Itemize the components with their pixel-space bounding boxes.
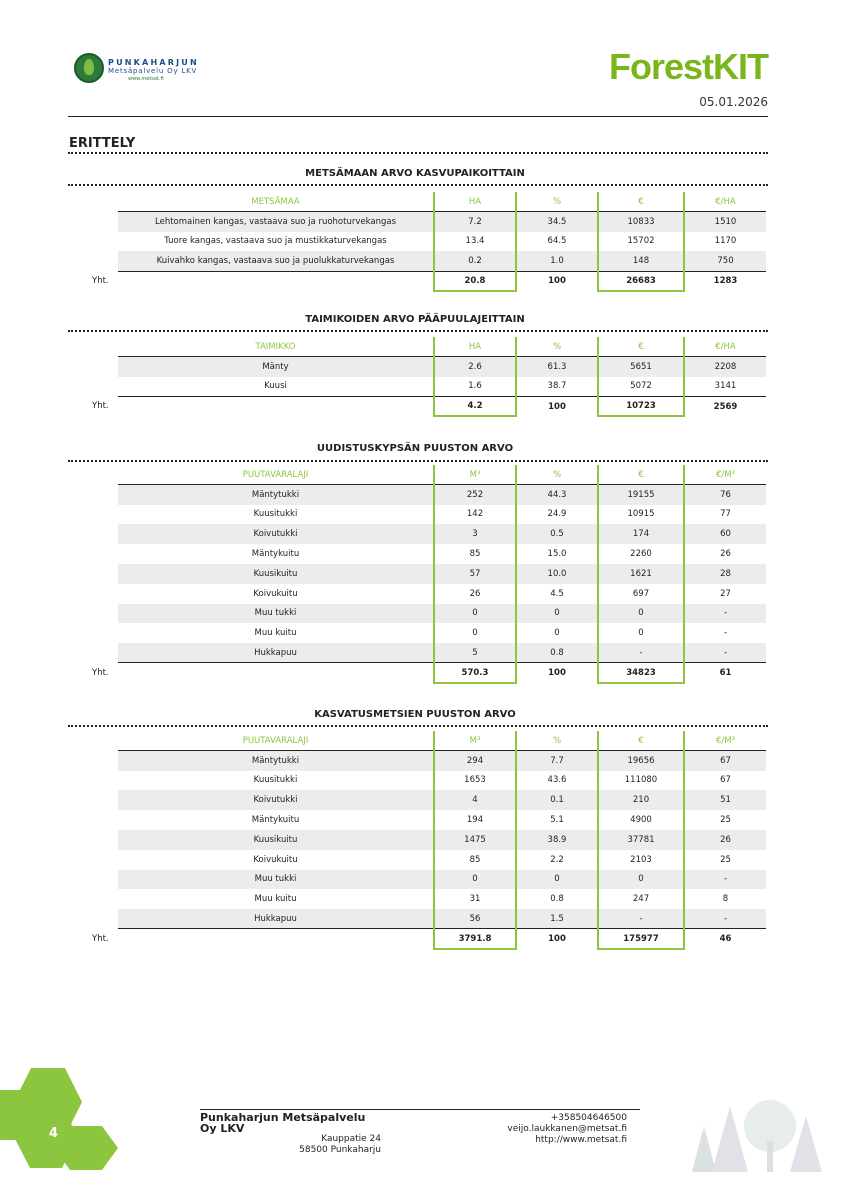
- section-divider: [68, 184, 768, 186]
- table-row: [118, 357, 766, 377]
- table-cell: 0.8: [550, 894, 564, 905]
- table-row: [118, 830, 766, 850]
- table-cell: 0.2: [434, 251, 516, 271]
- table-cell: 0: [516, 604, 598, 624]
- total-cell: 4.2: [434, 396, 516, 416]
- table-cell: 13.4: [434, 232, 516, 252]
- table-cell: Mäntykuitu: [251, 549, 300, 560]
- table-cell: 2.6: [434, 357, 516, 377]
- footer-email[interactable]: veijo.laukkanen@metsat.fi: [507, 1124, 627, 1134]
- table-cell: 10.0: [516, 564, 598, 584]
- table-row: [118, 544, 766, 564]
- table-cell: 76: [684, 485, 766, 505]
- table-cell: 61.3: [516, 357, 598, 377]
- table-cell: 5072: [598, 377, 684, 397]
- table-row: [118, 889, 766, 909]
- column-header: M³: [434, 465, 516, 485]
- table-cell: 2103: [598, 850, 684, 870]
- table-cell: 0: [434, 870, 516, 890]
- total-cell: 10723: [598, 396, 684, 416]
- table-cell: 3: [434, 524, 516, 544]
- table-row: [118, 623, 766, 643]
- total-cell: 46: [719, 934, 732, 945]
- footer-street: Kauppatie 24: [321, 1134, 381, 1144]
- table-cell: 8: [722, 894, 729, 905]
- table-cell: 294: [434, 751, 516, 771]
- table-cell: -: [598, 909, 684, 929]
- total-cell: 100: [548, 934, 566, 945]
- section-title: TAIMIKOIDEN ARVO PÄÄPUULAJEITTAIN: [305, 314, 525, 325]
- total-cell: 20.8: [434, 271, 516, 291]
- table-cell: 38.7: [516, 377, 598, 397]
- table-row: [118, 232, 766, 252]
- table-cell: 37781: [598, 830, 684, 850]
- table-cell: 34.5: [516, 212, 598, 232]
- table-cell: 85: [434, 850, 516, 870]
- table-cell: 0.5: [516, 524, 598, 544]
- table-cell: 4: [434, 790, 516, 810]
- section-divider: [68, 725, 768, 727]
- table-cell: 19155: [598, 485, 684, 505]
- table-cell: 67: [684, 751, 766, 771]
- table-cell: 67: [720, 775, 731, 786]
- table-cell: Muu kuitu: [254, 628, 297, 639]
- column-header: M³: [434, 731, 516, 751]
- table-cell: 1475: [434, 830, 516, 850]
- table-cell: Mäntytukki: [118, 485, 434, 505]
- table-cell: Mäntytukki: [118, 751, 434, 771]
- table-cell: 1621: [598, 564, 684, 584]
- table-row: [118, 251, 766, 271]
- total-cell: 175977: [598, 929, 684, 949]
- table-cell: 10833: [598, 212, 684, 232]
- column-header: %: [516, 337, 598, 357]
- table-cell: 77: [720, 509, 731, 520]
- table-cell: 1.0: [516, 251, 598, 271]
- title-divider: [68, 152, 768, 154]
- table-cell: 4.5: [550, 588, 564, 599]
- table-cell: Kuusitukki: [253, 775, 298, 786]
- table-cell: 15702: [598, 232, 684, 252]
- total-cell: 570.3: [434, 663, 516, 683]
- table-cell: 174: [598, 524, 684, 544]
- table-cell: 44.3: [516, 485, 598, 505]
- table-cell: 7.7: [516, 751, 598, 771]
- total-cell: 34823: [598, 663, 684, 683]
- section-divider: [68, 330, 768, 332]
- table-cell: 2208: [684, 357, 766, 377]
- total-row: [118, 929, 766, 949]
- table-cell: 210: [598, 790, 684, 810]
- table-cell: 142: [434, 505, 516, 525]
- table-cell: 85: [434, 544, 516, 564]
- table-header-row: [118, 192, 766, 212]
- page-title: ERITTELY: [69, 136, 136, 151]
- total-cell: 100: [548, 401, 566, 412]
- total-label: Yht.: [92, 276, 109, 287]
- column-header: €/HA: [684, 192, 766, 212]
- table-cell: Mänty: [118, 357, 434, 377]
- table-row: [118, 810, 766, 830]
- total-label: Yht.: [92, 934, 109, 944]
- logo-name: PUNKAHARJUN: [108, 58, 199, 67]
- table-cell: 5: [434, 643, 516, 663]
- table-cell: Koivutukki: [118, 524, 434, 544]
- table-cell: Kuusikuitu: [118, 830, 434, 850]
- table-row: [118, 485, 766, 505]
- table-row: [118, 505, 766, 525]
- forest-watermark-icon: [672, 1086, 832, 1172]
- table-cell: 25: [720, 815, 731, 826]
- table-row: [118, 604, 766, 624]
- table-cell: 697: [598, 584, 684, 604]
- table-row: [118, 377, 766, 397]
- table-cell: 2260: [598, 544, 684, 564]
- table-row: [118, 870, 766, 890]
- footer-divider: [200, 1109, 640, 1110]
- table-cell: 10915: [598, 505, 684, 525]
- column-header: €: [598, 465, 684, 485]
- logo-url: www.metsat.fi: [128, 76, 164, 82]
- table-cell: 0.1: [516, 790, 598, 810]
- total-cell: [118, 271, 434, 291]
- column-header: %: [516, 192, 598, 212]
- column-header: PUUTAVARALAJI: [118, 465, 434, 485]
- total-cell: 26683: [598, 271, 684, 291]
- footer-city: 58500 Punkaharju: [299, 1145, 381, 1155]
- table-cell: 26: [684, 830, 766, 850]
- column-header: €: [598, 731, 684, 751]
- value-table: [118, 731, 766, 950]
- table-cell: 60: [684, 524, 766, 544]
- table-cell: -: [723, 628, 728, 639]
- column-header: METSÄMAA: [118, 192, 434, 212]
- table-cell: 148: [598, 251, 684, 271]
- table-cell: 0: [554, 628, 560, 639]
- footer-address: [200, 1112, 381, 1156]
- table-row: [118, 751, 766, 771]
- table-cell: 0: [598, 604, 684, 624]
- table-cell: Koivukuitu: [253, 588, 298, 599]
- table-cell: Kuivahko kangas, vastaava suo ja puolukkaturvekangas: [118, 251, 434, 271]
- table-cell: Muu tukki: [118, 604, 434, 624]
- column-header: €/HA: [684, 337, 766, 357]
- table-cell: 1170: [714, 236, 737, 247]
- value-table: [118, 192, 766, 292]
- table-cell: 0: [516, 870, 598, 890]
- table-header-row: [118, 731, 766, 751]
- table-cell: 26: [720, 549, 731, 560]
- table-cell: 26: [434, 584, 516, 604]
- table-cell: 2.2: [550, 854, 564, 865]
- table-cell: Koivutukki: [118, 790, 434, 810]
- table-cell: Kuusitukki: [253, 509, 298, 520]
- table-cell: 38.9: [516, 830, 598, 850]
- table-header-row: [118, 465, 766, 485]
- table-row: [118, 584, 766, 604]
- column-header: €/M³: [684, 731, 766, 751]
- section-title: METSÄMAAN ARVO KASVUPAIKOITTAIN: [305, 168, 525, 179]
- table-cell: 5.1: [550, 815, 564, 826]
- table-cell: 0: [598, 623, 684, 643]
- table-cell: Hukkapuu: [118, 643, 434, 663]
- table-cell: Muu tukki: [118, 870, 434, 890]
- table-cell: 7.2: [434, 212, 516, 232]
- table-cell: -: [598, 643, 684, 663]
- table-cell: 25: [720, 854, 731, 865]
- total-cell: 1283: [713, 276, 738, 287]
- table-cell: Tuore kangas, vastaava suo ja mustikkaturvekangas: [164, 236, 387, 247]
- total-cell: 100: [548, 668, 566, 679]
- table-row: [118, 212, 766, 232]
- table-cell: -: [684, 909, 766, 929]
- brand-logo: ForestKIT: [608, 46, 768, 87]
- table-cell: -: [684, 643, 766, 663]
- table-row: [118, 771, 766, 791]
- table-cell: 4900: [598, 810, 684, 830]
- logo-subtitle: Metsäpalvelu Oy LKV: [108, 67, 198, 75]
- table-cell: 19656: [598, 751, 684, 771]
- table-cell: 0.8: [516, 643, 598, 663]
- table-cell: 56: [434, 909, 516, 929]
- table-cell: Kuusikuitu: [118, 564, 434, 584]
- table-cell: 1.5: [516, 909, 598, 929]
- table-cell: 15.0: [547, 549, 567, 560]
- table-row: [118, 643, 766, 663]
- company-logo-icon: [74, 53, 104, 83]
- table-cell: 28: [684, 564, 766, 584]
- table-row: [118, 850, 766, 870]
- table-cell: Muu kuitu: [254, 894, 297, 905]
- total-row: [118, 396, 766, 416]
- total-cell: [118, 663, 434, 683]
- section-title: UUDISTUSKYPSÄN PUUSTON ARVO: [316, 443, 514, 454]
- total-label: Yht.: [92, 401, 109, 412]
- table-cell: Kuusi: [118, 377, 434, 397]
- column-header: €: [598, 337, 684, 357]
- table-row: [118, 524, 766, 544]
- total-cell: 2569: [713, 401, 738, 412]
- table-cell: 0: [434, 623, 516, 643]
- table-cell: 3141: [684, 377, 766, 397]
- footer-phone: +358504646500: [550, 1113, 627, 1123]
- table-cell: 27: [720, 588, 731, 599]
- footer-web[interactable]: http://www.metsat.fi: [535, 1135, 627, 1145]
- table-cell: Koivukuitu: [253, 854, 298, 865]
- table-cell: 31: [434, 889, 516, 909]
- table-cell: 64.5: [547, 236, 567, 247]
- table-row: [118, 909, 766, 929]
- value-table: [118, 337, 766, 417]
- total-row: [118, 271, 766, 291]
- table-cell: Hukkapuu: [118, 909, 434, 929]
- total-row: [118, 663, 766, 683]
- header-divider: [68, 116, 768, 117]
- column-header: €: [598, 192, 684, 212]
- section-title: KASVATUSMETSIEN PUUSTON ARVO: [314, 709, 516, 720]
- total-cell: 100: [548, 276, 566, 287]
- table-cell: 1653: [434, 771, 516, 791]
- column-header: PUUTAVARALAJI: [118, 731, 434, 751]
- table-cell: 252: [434, 485, 516, 505]
- table-cell: 247: [598, 889, 684, 909]
- footer-contact: [480, 1113, 627, 1146]
- table-cell: -: [684, 870, 766, 890]
- table-cell: 750: [684, 251, 766, 271]
- table-cell: -: [684, 604, 766, 624]
- column-header: %: [516, 465, 598, 485]
- page-number: 4: [49, 1126, 59, 1141]
- value-table: [118, 465, 766, 684]
- table-cell: 1510: [684, 212, 766, 232]
- table-header-row: [118, 337, 766, 357]
- table-cell: 51: [684, 790, 766, 810]
- table-row: [118, 790, 766, 810]
- table-cell: 43.6: [547, 775, 567, 786]
- table-cell: 57: [434, 564, 516, 584]
- table-cell: Lehtomainen kangas, vastaava suo ja ruohoturvekangas: [118, 212, 434, 232]
- total-cell: [118, 396, 434, 416]
- table-cell: 0: [598, 870, 684, 890]
- table-cell: 111080: [598, 771, 684, 791]
- total-cell: 3791.8: [434, 929, 516, 949]
- table-cell: 0: [434, 604, 516, 624]
- total-cell: [118, 929, 434, 949]
- table-row: [118, 564, 766, 584]
- column-header: %: [516, 731, 598, 751]
- table-cell: 194: [434, 810, 516, 830]
- total-label: Yht.: [92, 668, 109, 678]
- document-date: 05.01.2026: [699, 95, 768, 109]
- table-cell: 5651: [598, 357, 684, 377]
- table-cell: 24.9: [547, 509, 567, 520]
- table-cell: Mäntykuitu: [251, 815, 300, 826]
- section-divider: [68, 460, 768, 462]
- footer-company: Punkaharjun Metsäpalvelu Oy LKV: [200, 1111, 366, 1135]
- column-header: HA: [434, 337, 516, 357]
- column-header: €/M³: [684, 465, 766, 485]
- total-cell: 61: [719, 668, 732, 679]
- column-header: HA: [434, 192, 516, 212]
- table-cell: 1.6: [434, 377, 516, 397]
- column-header: TAIMIKKO: [118, 337, 434, 357]
